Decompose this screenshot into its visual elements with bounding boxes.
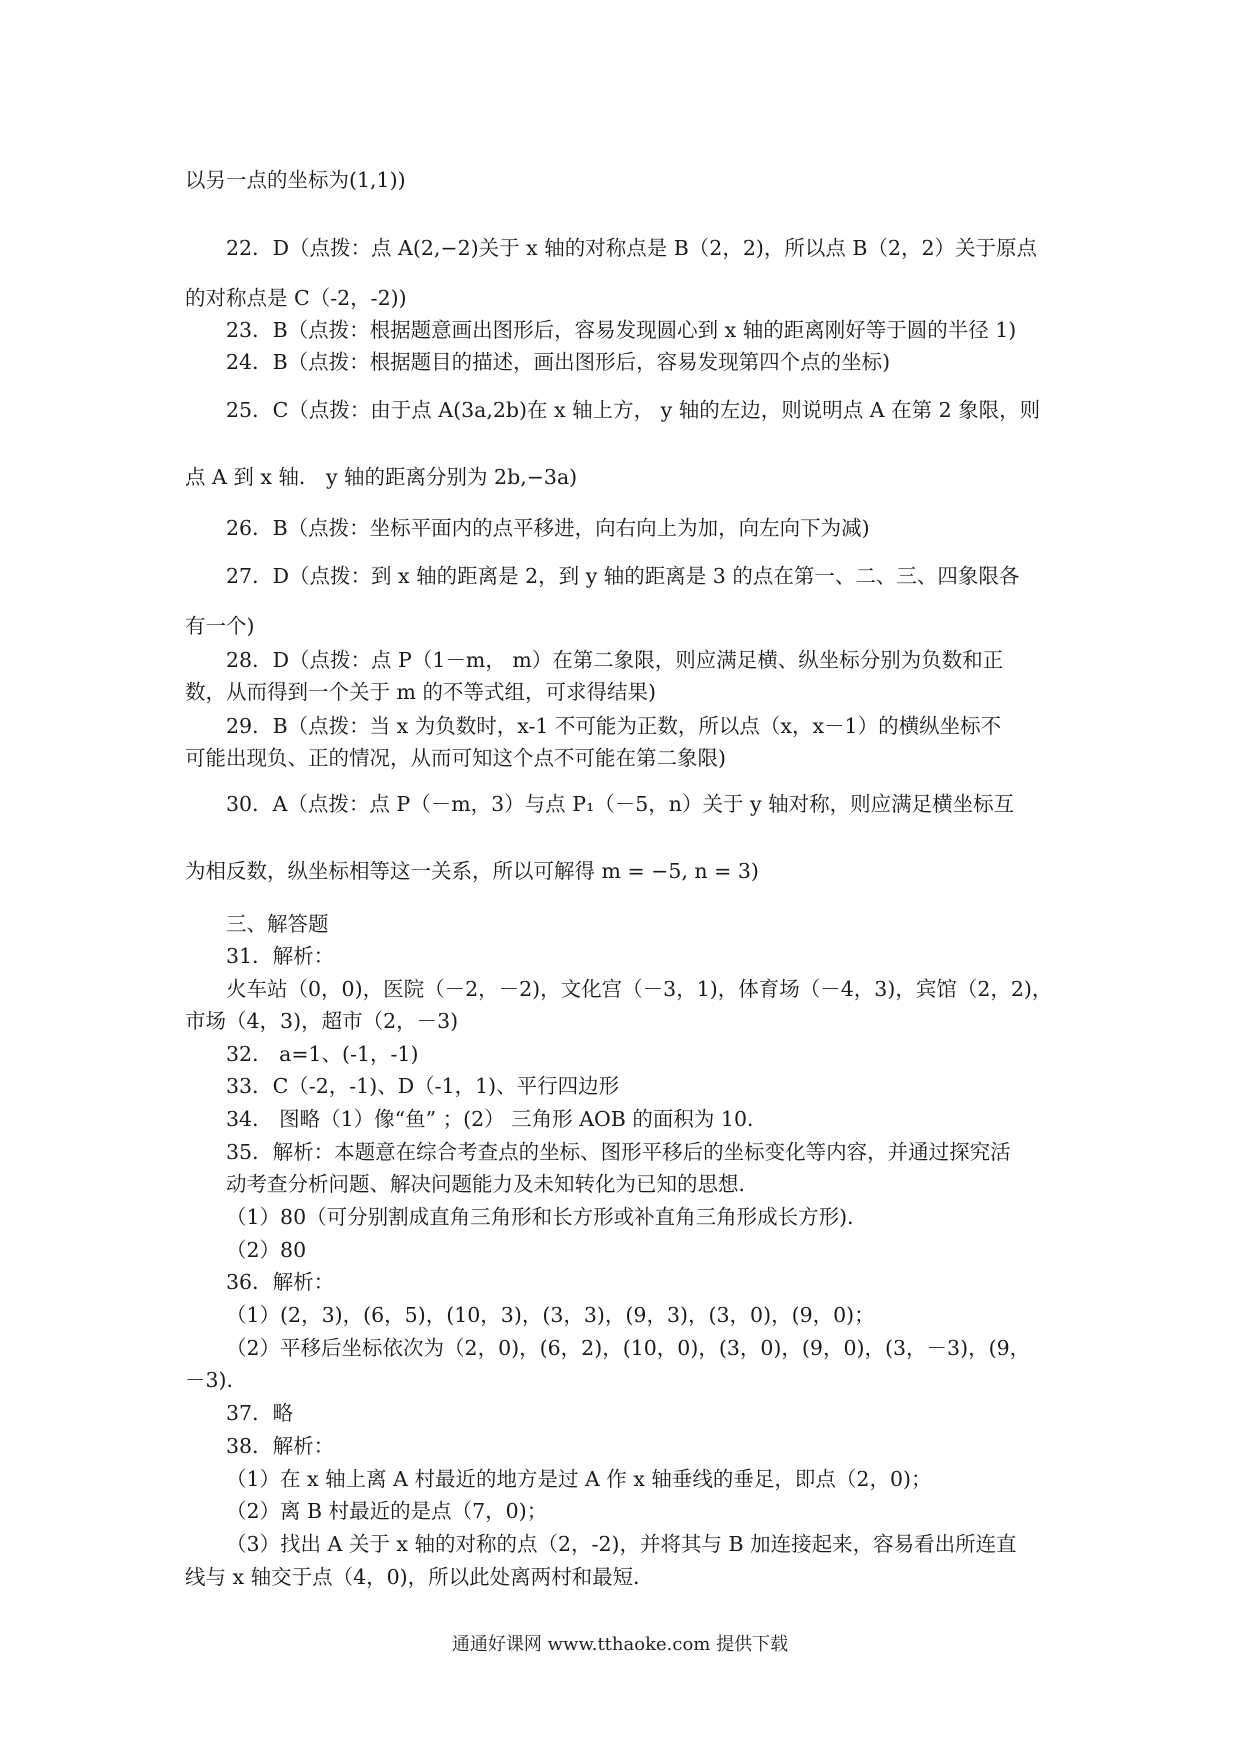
answer-30-line2: 为相反数，纵坐标相等这一关系，所以可解得 m = −5, n = 3) [185,859,759,883]
answer-29-line1: 29．B（点拨：当 x 为负数时，x-1 不可能为正数，所以点（x，x－1）的横纵坐标不 [226,714,1002,738]
answer-27-line2: 有一个) [185,614,255,638]
answer-28-line1: 28．D（点拨：点 P（1－m， m）在第二象限，则应满足横、纵坐标分别为负数和正 [226,648,1004,672]
answer-34: 34． 图略（1）像“鱼” ；(2） 三角形 AOB 的面积为 10． [226,1107,768,1131]
answer-38-part3-line1: （3）找出 A 关于 x 轴的对称的点（2，-2)，并将其与 B 加连接起来，容易看出所连直 [226,1532,1017,1556]
answer-35-part1: （1）80（可分别割成直角三角形和长方形或补直角三角形成长方形)． [226,1205,868,1229]
answer-22-line1: 22．D（点拨：点 A(2,−2)关于 x 轴的对称点是 B（2，2)，所以点 B（2，2）关于原点 [226,236,1038,260]
answer-36-part2-line2: －3)． [185,1368,248,1392]
answer-30-line1: 30．A（点拨：点 P（－m，3）与点 P₁（－5，n）关于 y 轴对称，则应满足横坐标互 [226,792,1015,816]
answer-25-line1: 25．C（点拨：由于点 A(3a,2b)在 x 轴上方， y 轴的左边，则说明点 A 在第 2 象限，则 [226,398,1041,422]
answer-32: 32． a=1、(-1，-1) [226,1042,419,1066]
answer-37: 37．略 [226,1401,294,1425]
answer-35-line1: 35．解析：本题意在综合考查点的坐标、图形平移后的坐标变化等内容，并通过探究活 [226,1140,1011,1164]
answer-25-line2: 点 A 到 x 轴． y 轴的距离分别为 2b,−3a) [185,465,578,489]
answer-31-line1: 火车站（0，0)，医院（－2，－2)，文化宫（－3，1)，体育场（－4，3)，宾馆（2，2)， [226,977,1053,1001]
answer-33: 33．C（-2，-1)、D（-1，1)、平行四边形 [226,1074,620,1098]
answer-27-line1: 27．D（点拨：到 x 轴的距离是 2，到 y 轴的距离是 3 的点在第一、二、三、四象限各 [226,564,1020,588]
section-heading: 三、解答题 [226,912,329,936]
answer-24: 24．B（点拨：根据题目的描述，画出图形后，容易发现第四个点的坐标) [226,350,891,374]
answer-36-label: 36．解析： [226,1270,335,1294]
answer-38-part1: （1）在 x 轴上离 A 村最近的地方是过 A 作 x 轴垂线的垂足，即点（2，0)； [226,1467,932,1491]
answer-23: 23．B（点拨：根据题意画出图形后，容易发现圆心到 x 轴的距离刚好等于圆的半径 1) [226,318,1017,342]
answer-36-part1: （1）(2，3)，(6，5)，(10，3)，(3，3)，(9，3)，(3，0)，(9，0)； [226,1303,875,1327]
answer-38-part3-line2: 线与 x 轴交于点（4，0)，所以此处离两村和最短． [185,1565,654,1589]
page-footer: 通通好课网 www.tthaoke.com 提供下载 [451,1634,789,1655]
answer-38-part2: （2）离 B 村最近的是点（7，0)； [226,1499,548,1523]
answer-29-line2: 可能出现负、正的情况，从而可知这个点不可能在第二象限) [185,746,726,770]
text-line: 以另一点的坐标为(1,1)) [185,168,406,192]
answer-38-label: 38．解析： [226,1434,335,1458]
answer-35-line2: 动考查分析问题、解决问题能力及未知转化为已知的思想． [226,1172,759,1196]
answer-31-label: 31．解析： [226,944,335,968]
answer-22-line2: 的对称点是 C（-2，-2)) [185,286,407,310]
answer-28-line2: 数，从而得到一个关于 m 的不等式组，可求得结果) [185,680,656,704]
answer-35-part2: （2）80 [226,1238,307,1262]
answer-31-line2: 市场（4，3)，超市（2，－3) [185,1009,459,1033]
answer-26: 26．B（点拨：坐标平面内的点平移进，向右向上为加，向左向下为减) [226,516,870,540]
answer-36-part2-line1: （2）平移后坐标依次为（2，0)，(6，2)，(10，0)，(3，0)，(9，0)，(3，－3)，(9， [226,1336,1031,1360]
